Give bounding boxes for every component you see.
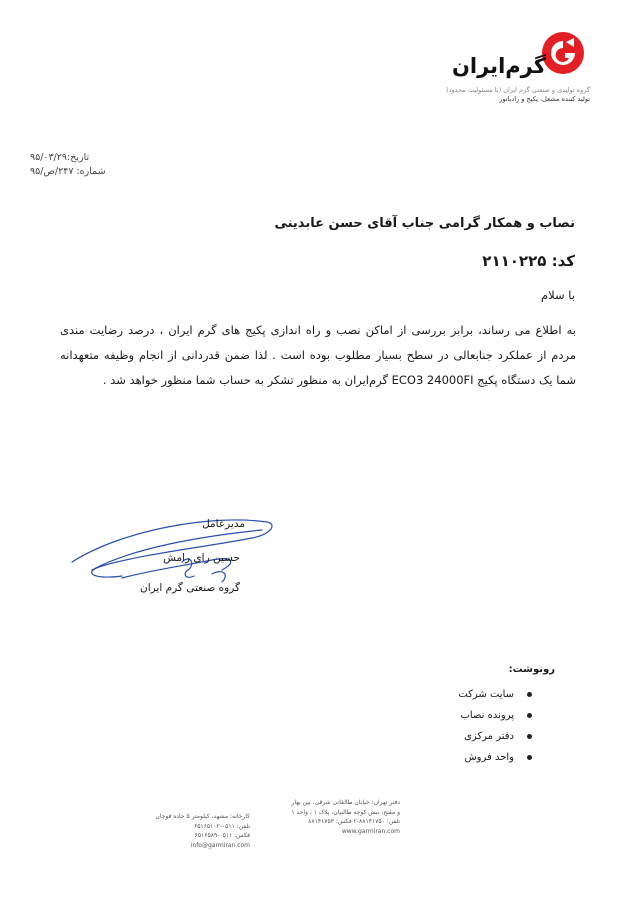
- cc-item: پرونده نصاب: [360, 705, 540, 726]
- signatory-name: حسین رای رامش: [163, 552, 240, 564]
- cc-item: دفتر مرکزی: [360, 726, 540, 747]
- bullet-icon: [527, 755, 532, 760]
- bullet-icon: [527, 713, 532, 718]
- signatory-title: مدیرعامل: [202, 518, 245, 530]
- cc-list: [360, 684, 540, 768]
- installer-code: کد: ۲۱۱۰۲۲۵: [482, 252, 575, 270]
- footer-email: info@garmiran.com: [190, 841, 250, 849]
- cc-item: واحد فروش: [360, 747, 540, 768]
- letter-body: به اطلاع می رساند، برابر بررسی از اماکن نصب و راه اندازی پکیج های گرم ایران ، درصد رضایت مندی مردم از عملکرد جنابعالی در سطح بسیار مطلوب بوده است . لذا ضمن قدردانی از انجام وظیفه متعهدانه شما یک دستگاه پکیج ECO3 24000FI گرم‌ایران به منظور تشکر به حساب شما منظور خواهد شد .: [60, 323, 576, 387]
- footer-factory: کارخانه: مشهد، کیلومتر ۵ جاده قوچان تلفن: ۰۵۱۱-۶۵۱۶۵۱۰۲ فکس: ۰۵۱۱-۶۵۱۶۵۸۹ info@garmiran.com: [100, 812, 250, 850]
- tagline: [400, 86, 590, 104]
- bullet-icon: [527, 734, 532, 739]
- footer-website: www.garmiran.com: [341, 827, 400, 835]
- cc-title: رونوشت:: [508, 664, 555, 675]
- tagline-line-1: گروه تولیدی و صنعتی گرم ایران (با مسئولیت محدود): [446, 86, 590, 94]
- greeting: با سلام: [541, 288, 575, 302]
- brand-name: گرم‌ایران: [452, 54, 546, 78]
- letter-date: تاریخ:۹۵/۰۳/۲۹: [30, 152, 90, 163]
- addressee: نصاب و همکار گرامی جناب آقای حسن عابدینی: [274, 216, 575, 231]
- letter-number: شماره: ۲۴۷/ص/۹۵: [30, 166, 106, 177]
- tagline-line-2: تولید کننده مشعل، پکیج و رادیاتور: [499, 95, 590, 103]
- signatory-organization: گروه صنعتی گرم ایران: [139, 582, 240, 594]
- footer-tehran-office: دفتر تهران: خیابان طالقانی شرقی، بین بهار و مفتح، نبش کوچه طالبیان، پلاک ۱ ، واحد ۱ تلفن: ۸۸۱۴۱۷۵۰-۲ فکس: ۸۸۱۴۱۷۵۳ www.garmiran.com: [240, 798, 400, 836]
- garm-iran-logo-icon: [540, 30, 586, 76]
- cc-item: سایت شرکت: [360, 684, 540, 705]
- bullet-icon: [527, 692, 532, 697]
